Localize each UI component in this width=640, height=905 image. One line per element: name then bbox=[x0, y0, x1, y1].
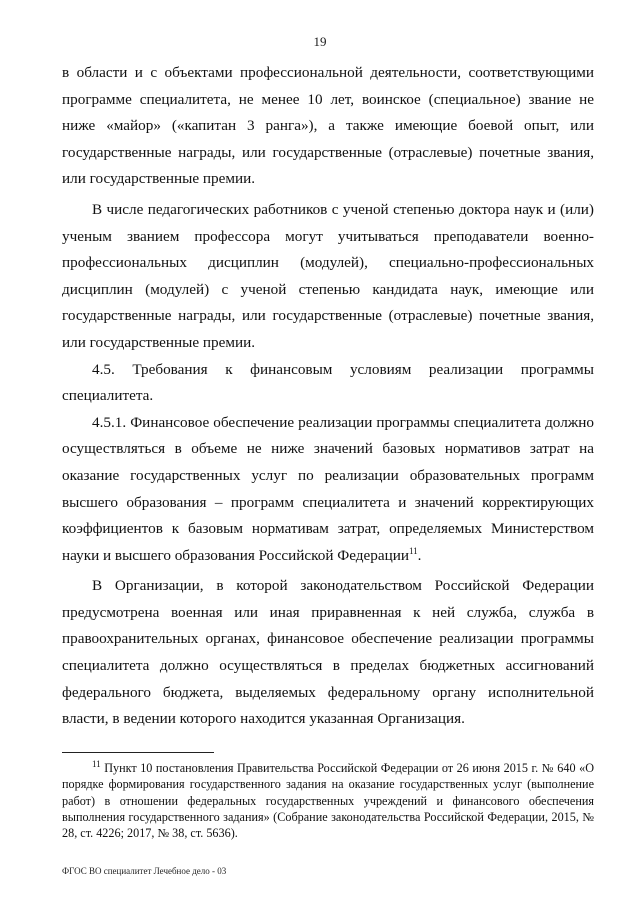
section-heading: 4.5. Требования к финансовым условиям реализации программы специалитета. bbox=[62, 360, 594, 405]
footnote-separator bbox=[62, 752, 214, 753]
footnote bbox=[62, 760, 594, 841]
paragraph-text: 4.5.1. Финансовое обеспечение реализации программы специалитета должно осуществляться в объеме не ниже значений базовых нормативов затрат на оказание государственных услуг по реализации образовательных программ высшего образования – программ специалитета и значений корректирующих коэффициентов к базовым нормативам затрат, определяемых Министерством науки и высшего образования Российской Федерации bbox=[62, 413, 594, 564]
paragraph: В числе педагогических работников с ученой степенью доктора наук и (или) ученым званием профессора могут учитываться преподаватели военно-профессиональных дисциплин (модулей), специально-профессиональных дисциплин (модулей) с ученой степенью кандидата наук, имеющие или государственные награды, или государственные (отраслевые) почетные звания, или государственные премии. bbox=[62, 200, 594, 351]
page-number: 19 bbox=[313, 34, 327, 49]
page-footer: ФГОС ВО специалитет Лечебное дело - 03 bbox=[62, 866, 227, 876]
paragraph: В Организации, в которой законодательством Российской Федерации предусмотрена военная или иная приравненная к ней служба, служба в правоохранительных органах, финансовое обеспечение реализации программы специалитета должно осуществляться в пределах бюджетных ассигнований федерального бюджета, выделяемых федеральному органу исполнительной власти, в ведении которого находится указанная Организация. bbox=[62, 577, 594, 728]
paragraph: в области и с объектами профессиональной деятельности, соответствующими программе специалитета, не менее 10 лет, воинское (специальное) звание не ниже «майор» («капитан 3 ранга»), а также имеющие боевой опыт, или государственные награды, или государственные (отраслевые) почетные звания, или государственные премии. bbox=[62, 64, 594, 188]
body-text bbox=[62, 60, 594, 733]
footnote-marker: 11 bbox=[92, 758, 101, 769]
footnote-text: Пункт 10 постановления Правительства Российской Федерации от 26 июня 2015 г. № 640 «О порядке формирования государственного задания на оказание государственных услуг (выполнение работ) в отношении федеральных государственных учреждений и финансового обеспечения выполнения государственного задания» (Собрание законодательства Российской Федерации, 2015, № 28, ст. 4226; 2017, № 38, ст. 5636). bbox=[62, 761, 594, 841]
footnote-reference[interactable]: 11 bbox=[409, 545, 418, 556]
paragraph: 4.5.1. Финансовое обеспечение реализации программы специалитета должно осуществляться в объеме не ниже значений базовых нормативов затрат на оказание государственных услуг по реализации образовательных программ высшего образования – программ специалитета и значений корректирующих коэффициентов к базовым нормативам затрат, определяемых Министерством науки и высшего образования Российской Федерации$^{11}$. bbox=[62, 413, 594, 564]
